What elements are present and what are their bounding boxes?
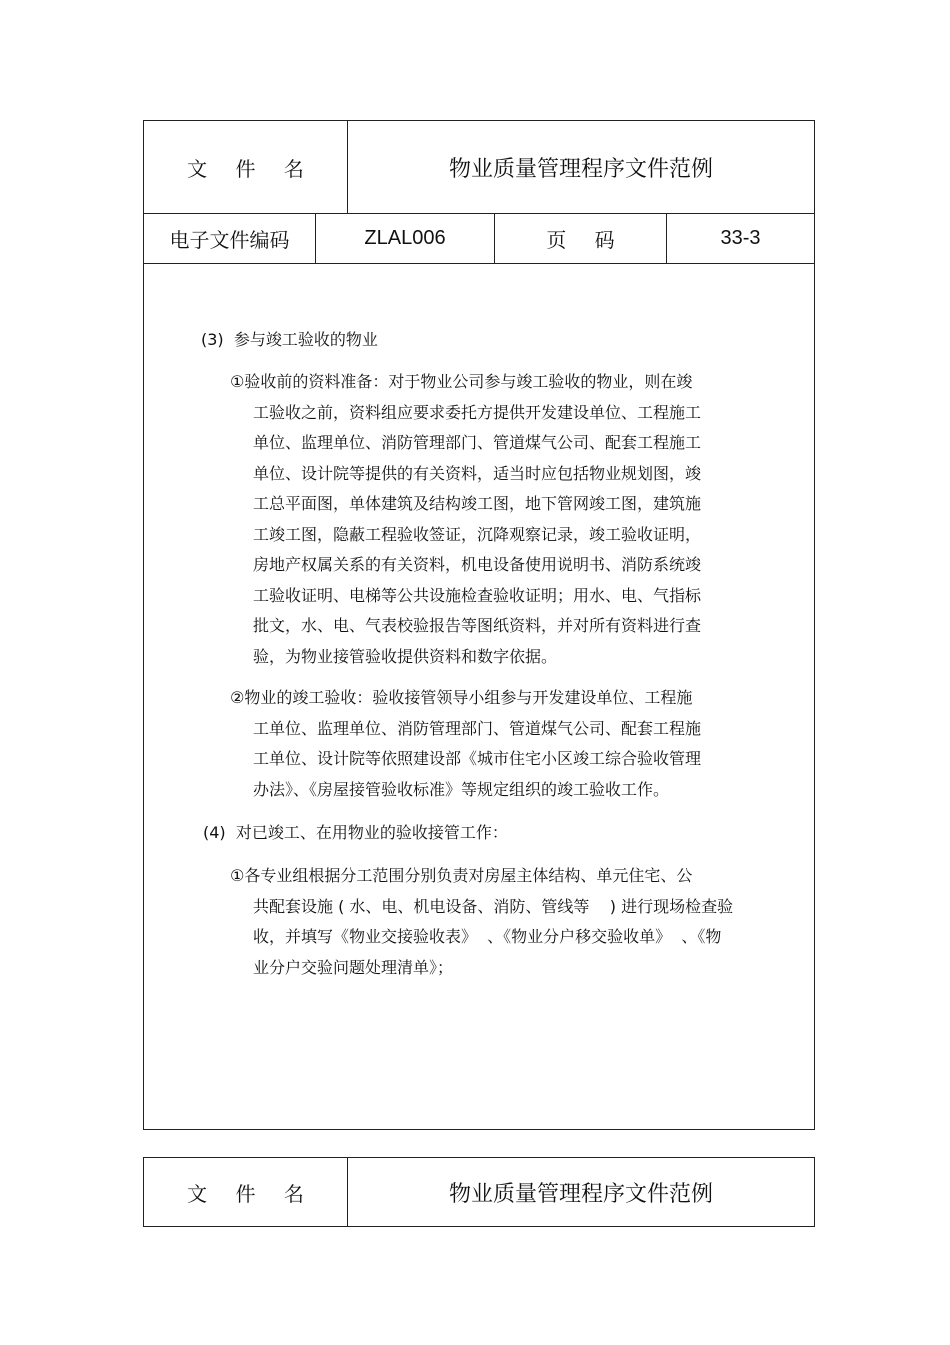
- document-title: 物业质量管理程序文件范例: [448, 156, 713, 182]
- paragraph-line: 单位、监理单位、消防管理部门、管道煤气公司、配套工程施工: [253, 433, 702, 452]
- paragraph-line: 批文，水、电、气表校验报告等图纸资料，并对所有资料进行查: [253, 616, 702, 635]
- section-3-item-2: [230, 683, 701, 805]
- page-number: 33-3: [720, 226, 761, 249]
- paragraph-line: 工验收之前，资料组应要求委托方提供开发建设单位、工程施工: [253, 402, 702, 422]
- file-code-label: 电子文件编码: [169, 227, 290, 252]
- file-code-value: ZLAL006: [364, 226, 446, 249]
- section-4-item-1: [230, 861, 733, 983]
- paragraph-line: 业分户交验问题处理清单》；: [253, 957, 454, 977]
- next-page-header: [143, 1157, 815, 1227]
- paragraph-line: 办法》、《房屋接管验收标准》等规定组织的竣工验收工作。: [253, 779, 670, 799]
- paragraph-line: 单位、设计院等提供的有关资料，适当时应包括物业规划图，竣: [253, 463, 702, 483]
- document-title: 物业质量管理程序文件范例: [448, 1181, 713, 1207]
- section-3-item-1: [230, 367, 701, 672]
- paragraph-line: ②物业的竣工验收：验收接管领导小组参与开发建设单位、工程施: [230, 688, 693, 707]
- paragraph-line: 工单位、监理单位、消防管理部门、管道煤气公司、配套工程施: [253, 718, 702, 738]
- paragraph-line: 工总平面图，单体建筑及结构竣工图，地下管网竣工图，建筑施: [253, 494, 702, 513]
- section-4-heading: (4) 对已竣工、在用物业的验收接管工作：: [203, 823, 508, 842]
- page-label: 页 码: [546, 227, 615, 252]
- paragraph-line: ①各专业组根据分工范围分别负责对房屋主体结构、单元住宅、公: [230, 866, 693, 885]
- paragraph-line: 共配套设施 ( 水、电、机电设备、消防、管线等 ) 进行现场检查验: [253, 896, 734, 916]
- divider: [144, 263, 814, 264]
- file-name-label: 文 件 名: [187, 156, 304, 181]
- file-name-label: 文 件 名: [187, 1181, 304, 1206]
- paragraph-line: 工单位、设计院等依照建设部《城市住宅小区竣工综合验收管理: [253, 749, 702, 768]
- paragraph-line: 房地产权属关系的有关资料，机电设备使用说明书、消防系统竣: [253, 555, 702, 574]
- paragraph-line: ①验收前的资料准备：对于物业公司参与竣工验收的物业，则在竣: [230, 372, 693, 391]
- paragraph-line: 工竣工图，隐蔽工程验收签证，沉降观察记录，竣工验收证明，: [253, 524, 702, 544]
- paragraph-line: 工验收证明、电梯等公共设施检查验收证明；用水、电、气指标: [253, 585, 702, 605]
- section-3-heading: (3) 参与竣工验收的物业: [201, 330, 378, 349]
- paragraph-line: 收，并填写《物业交接验收表》 、《物业分户移交验收单》 、《物: [253, 927, 722, 946]
- paragraph-line: 验，为物业接管验收提供资料和数字依据。: [253, 646, 558, 666]
